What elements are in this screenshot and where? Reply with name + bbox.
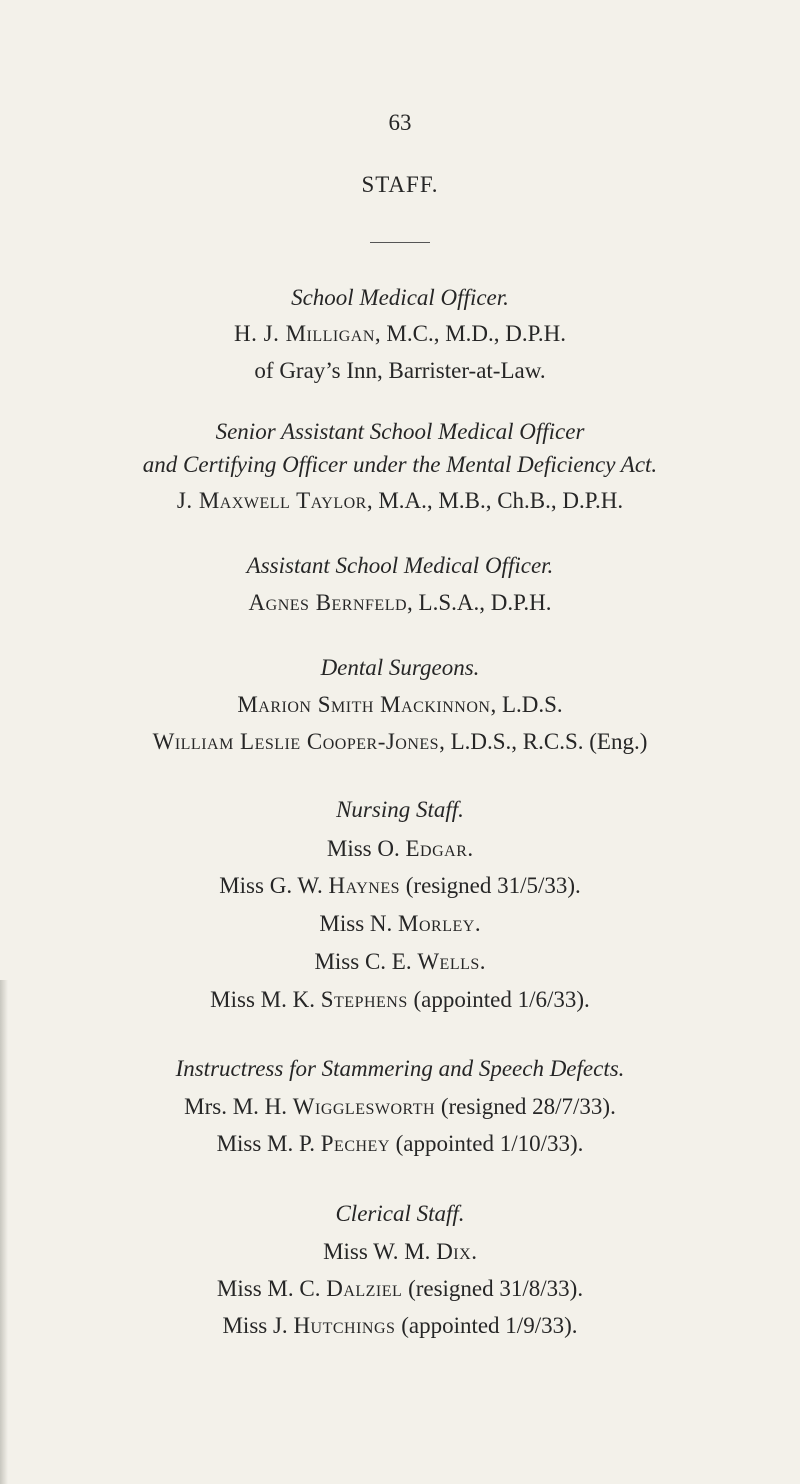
staff-title: Miss M. P. — [216, 1131, 321, 1156]
staff-name: Dix — [436, 1239, 472, 1264]
staff-details: (appointed 1/6/33). — [407, 987, 590, 1012]
section-heading-nursing-staff: Nursing Staff. — [336, 797, 464, 822]
section-heading-instructress: Instructress for Stammering and Speech Defects. — [175, 1056, 625, 1081]
staff-name: William Leslie Cooper-Jones — [152, 729, 440, 754]
staff-details: . — [467, 836, 474, 861]
staff-entry — [0, 489, 800, 512]
staff-name: Agnes Bernfeld — [248, 590, 408, 615]
section-heading-dental-surgeons: Dental Surgeons. — [320, 655, 480, 680]
staff-entry — [0, 693, 800, 716]
staff-entry — [0, 1132, 800, 1155]
staff-title: Miss M. K. — [210, 987, 321, 1012]
staff-entry — [0, 874, 800, 897]
staff-title: Miss M. C. — [216, 1276, 327, 1301]
section-heading-assistant-school-medical-officer: Assistant School Medical Officer. — [246, 553, 554, 578]
staff-title: Miss C. E. — [314, 949, 418, 974]
page-title: STAFF. — [361, 172, 439, 197]
staff-name: Pechey — [320, 1131, 390, 1156]
section-heading-school-medical-officer: School Medical Officer. — [291, 285, 509, 310]
staff-details: (appointed 1/9/33). — [395, 1313, 578, 1338]
staff-title: Miss O. — [326, 836, 406, 861]
staff-entry — [0, 322, 800, 345]
staff-details: (appointed 1/10/33). — [389, 1131, 584, 1156]
page-number: 63 — [388, 110, 412, 135]
staff-entry — [0, 912, 800, 935]
staff-name: Wigglesworth — [292, 1094, 436, 1119]
staff-entry-note — [0, 359, 800, 382]
staff-title: Miss W. M. — [323, 1239, 437, 1264]
staff-name: Marion Smith Mackinnon — [237, 692, 491, 717]
staff-name: Hutchings — [293, 1313, 396, 1338]
staff-details: , M.C., M.D., D.P.H. — [374, 321, 566, 346]
staff-details: . — [479, 949, 486, 974]
staff-details: . — [471, 1239, 477, 1264]
staff-entry — [0, 591, 800, 614]
page-edge-shadow — [0, 980, 8, 1484]
staff-details: , M.A., M.B., Ch.B., D.P.H. — [366, 488, 624, 513]
staff-details: . — [474, 911, 481, 936]
staff-details: , L.S.A., D.P.H. — [407, 590, 552, 615]
staff-name: Morley — [398, 911, 475, 936]
section-heading-senior-assistant: Senior Assistant School Medical Officer — [215, 419, 585, 444]
staff-title: Mrs. M. H. — [184, 1094, 293, 1119]
staff-title: Miss N. — [319, 911, 399, 936]
staff-name: Stephens — [320, 987, 408, 1012]
staff-name: H. J. Milligan — [234, 321, 375, 346]
staff-details: (resigned 28/7/33). — [435, 1094, 616, 1119]
staff-entry — [0, 730, 800, 753]
section-heading-senior-assistant-line2: and Certifying Officer under the Mental Deficiency Act. — [142, 452, 658, 477]
staff-name: Edgar — [405, 836, 468, 861]
staff-entry — [0, 1095, 800, 1118]
staff-entry — [0, 1314, 800, 1337]
staff-details: , L.D.S., R.C.S. (Eng.) — [439, 729, 648, 754]
staff-details: (resigned 31/5/33). — [400, 873, 581, 898]
staff-name: Wells — [417, 949, 480, 974]
staff-name: Dalziel — [326, 1276, 403, 1301]
title-divider — [370, 242, 430, 243]
staff-title: Miss J. — [222, 1313, 294, 1338]
staff-details: of Gray’s Inn, Barrister-at-Law. — [254, 358, 546, 383]
staff-entry — [0, 988, 800, 1011]
staff-details: , L.D.S. — [490, 692, 563, 717]
staff-entry — [0, 837, 800, 860]
staff-entry — [0, 1240, 800, 1263]
section-heading-clerical-staff: Clerical Staff. — [335, 1201, 465, 1226]
staff-name: J. Maxwell Taylor — [176, 488, 367, 513]
staff-entry — [0, 1277, 800, 1300]
staff-name: Haynes — [328, 873, 400, 898]
staff-title: Miss G. W. — [219, 873, 329, 898]
staff-entry — [0, 950, 800, 973]
staff-details: (resigned 31/8/33). — [402, 1276, 584, 1301]
